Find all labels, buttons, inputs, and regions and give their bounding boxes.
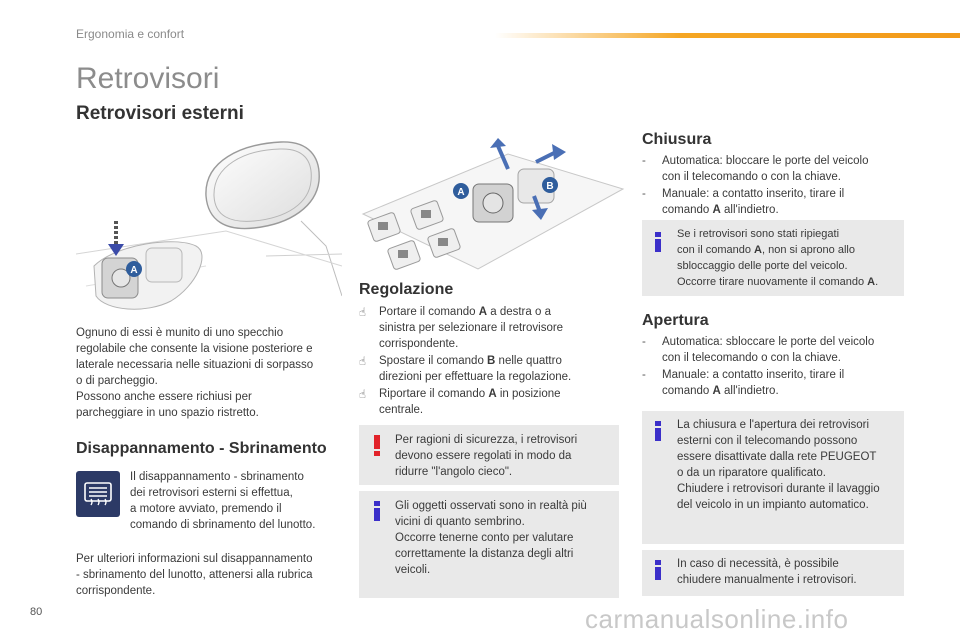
page-number: 80 [30, 606, 43, 618]
mirror-illustration-svg [76, 136, 342, 316]
regolazione-list [359, 304, 619, 419]
list-item: - Automatica: bloccare le porte del veicolo con il telecomando o con la chiave. [642, 155, 869, 183]
mirror-switch-illustration [76, 136, 342, 316]
regolazione-heading: Regolazione [359, 281, 454, 298]
section-label: Ergonomia e confort [76, 27, 185, 41]
list-item: - Manuale: a contatto inserito, tirare il comando A all'indietro. [642, 188, 845, 216]
list-item: ☝ Riportare il comando A in posizione centrale. [359, 387, 561, 416]
warning-icon [371, 435, 383, 457]
adjustment-switch-illustration [358, 134, 628, 274]
list-item: ☝ Portare il comando A a destra o a sinistra per selezionare il retrovisore corrispondente. [359, 305, 564, 350]
svg-text:A: A [457, 187, 465, 198]
watermark: carmanualsonline.info [585, 604, 849, 634]
warning-box: Per ragioni di sicurezza, i retrovisori devono essere regolati in modo da ridurre "l'angolo cieco". [359, 425, 619, 485]
page-subtitle: Retrovisori esterni [76, 103, 244, 124]
rear-defrost-icon [76, 471, 120, 517]
info-icon [652, 421, 664, 441]
defrost-text: Il disappannamento - sbrinamento dei retrovisori esterni si effettua, a motore avviato, premendo il comando di sbrinamento del lunotto. [130, 471, 316, 531]
info-box-distance: Gli oggetti osservati sono in realtà più vicini di quanto sembrino. Occorre tenerne conto per valutare correttamente la distanza degli altri veicoli. [359, 491, 619, 598]
chiusura-heading: Chiusura [642, 131, 712, 148]
list-item: ☝ Spostare il comando B nelle quattro direzioni per effettuare la regolazione. [359, 354, 572, 383]
intro-paragraph: Ognuno di essi è munito di uno specchio regolabile che consente la visione posteriore e laterale necessaria nelle situazioni di sorpasso o di parcheggio. Possono anche essere richiusi per parcheggiare in uno spazio ristretto. [76, 327, 314, 419]
info-icon [371, 501, 383, 521]
info-icon [652, 232, 664, 252]
defrost-more-info: Per ulteriori informazioni sul disappannamento - sbrinamento del lunotto, attenersi alla rubrica corrispondente. [76, 553, 313, 597]
list-item: - Manuale: a contatto inserito, tirare il comando A all'indietro. [642, 369, 845, 397]
info-box-folded: Se i retrovisori sono stati ripiegati con il comando A, non si aprono allo sbloccaggio delle porte del veicolo. Occorre tirare nuovamente il comando A. [642, 220, 904, 296]
defrost-heading: Disappannamento - Sbrinamento [76, 440, 327, 457]
apertura-heading: Apertura [642, 312, 709, 329]
page-title: Retrovisori [76, 62, 220, 95]
info-box-manual: In caso di necessità, è possibile chiudere manualmente i retrovisori. [642, 550, 904, 596]
chiusura-list [642, 153, 907, 219]
info-icon [652, 560, 664, 580]
list-item: - Automatica: sbloccare le porte del veicolo con il telecomando o con la chiave. [642, 336, 875, 364]
info-box-remote: La chiusura e l'apertura dei retrovisori esterni con il telecomando possono essere disattivate dalla rete PEUGEOT o da un riparatore qualificato. Chiudere i retrovisori durante il lavaggio del veicolo in un impianto automatico. [642, 411, 904, 544]
header-accent-bar [495, 33, 960, 38]
apertura-list [642, 334, 907, 400]
svg-text:B: B [546, 181, 554, 192]
label-a: A [130, 265, 138, 276]
